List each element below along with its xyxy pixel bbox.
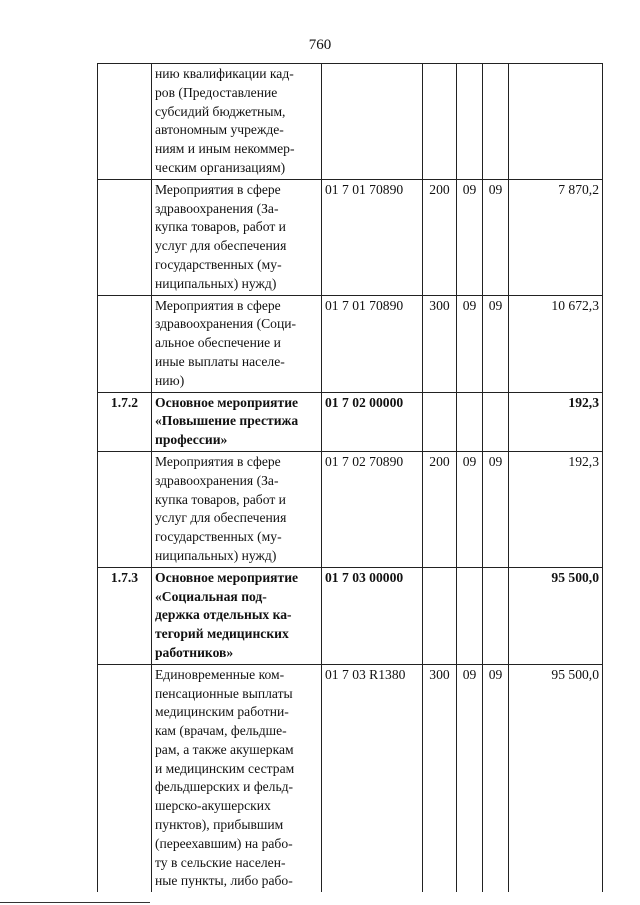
- row-number: [98, 179, 152, 295]
- row-pr: 09: [483, 179, 509, 295]
- table-row: [98, 664, 603, 892]
- name-line: автономным учрежде-: [155, 122, 284, 138]
- row-vr: 300: [423, 664, 457, 892]
- name-line: работников»: [155, 644, 234, 660]
- name-line: держка отдельных ка-: [155, 607, 292, 623]
- row-rz: 09: [457, 451, 483, 567]
- row-name: [152, 392, 322, 451]
- name-line: Мероприятия в сфере: [155, 181, 281, 197]
- name-line: иные выплаты населе-: [155, 353, 285, 369]
- row-vr: 300: [423, 295, 457, 392]
- table-row: [98, 295, 603, 392]
- row-vr: 200: [423, 451, 457, 567]
- page-number: 760: [308, 37, 332, 53]
- row-vr: [423, 392, 457, 451]
- row-pr: [483, 567, 509, 664]
- name-line: Мероприятия в сфере: [155, 297, 281, 313]
- row-number: [98, 295, 152, 392]
- name-line: Единовременные ком-: [155, 666, 285, 682]
- name-line: государственных (му-: [155, 256, 282, 272]
- row-sum: 7 870,2: [509, 179, 603, 295]
- row-sum: 95 500,0: [509, 567, 603, 664]
- row-pr: 09: [483, 451, 509, 567]
- row-name: [152, 451, 322, 567]
- row-rz: [457, 64, 483, 180]
- name-line: ту в сельские населен-: [155, 854, 286, 870]
- name-line: профессии»: [155, 432, 228, 448]
- name-line: ниципальных) нужд): [155, 547, 277, 563]
- name-line: услуг для обеспечения: [155, 238, 287, 254]
- row-name: [152, 664, 322, 892]
- name-line: здравоохранения (Соци-: [155, 316, 297, 332]
- row-name: [152, 179, 322, 295]
- row-csr: 01 7 02 70890: [322, 451, 423, 567]
- table-row: [98, 451, 603, 567]
- name-line: ниям и иным некоммер-: [155, 141, 295, 157]
- row-rz: 09: [457, 664, 483, 892]
- name-line: ров (Предоставление: [155, 84, 278, 100]
- name-line: государственных (му-: [155, 529, 282, 545]
- row-sum: 192,3: [509, 392, 603, 451]
- name-line: ческим организациям): [155, 159, 286, 175]
- row-csr: 01 7 01 70890: [322, 295, 423, 392]
- row-csr: [322, 64, 423, 180]
- name-line: Мероприятия в сфере: [155, 453, 281, 469]
- row-name: [152, 567, 322, 664]
- row-sum: [509, 64, 603, 180]
- row-pr: [483, 64, 509, 180]
- name-line: фельдшерских и фельд-: [155, 779, 294, 795]
- name-line: субсидий бюджетным,: [155, 103, 286, 119]
- row-pr: 09: [483, 664, 509, 892]
- table-row-main-activity: [98, 567, 603, 664]
- table-row-main-activity: [98, 392, 603, 451]
- row-number: [98, 664, 152, 892]
- name-line: нию квалификации кад-: [155, 66, 294, 81]
- table-row: [98, 64, 603, 180]
- row-csr: 01 7 01 70890: [322, 179, 423, 295]
- name-line: услуг для обеспечения: [155, 510, 287, 526]
- row-name: [152, 64, 322, 180]
- name-line: кам (врачам, фельдше-: [155, 723, 287, 739]
- row-rz: 09: [457, 179, 483, 295]
- row-number: [98, 64, 152, 180]
- row-number: [98, 451, 152, 567]
- row-pr: [483, 392, 509, 451]
- name-line: ниципальных) нужд): [155, 275, 277, 291]
- name-line: Основное мероприятие: [155, 394, 299, 410]
- row-csr: 01 7 03 00000: [322, 567, 423, 664]
- name-line: здравоохранения (За-: [155, 472, 279, 488]
- row-number: 1.7.2: [98, 392, 152, 451]
- name-line: Основное мероприятие: [155, 569, 299, 585]
- name-line: рам, а также акушеркам: [155, 741, 294, 757]
- name-line: пенсационные выплаты: [155, 685, 293, 701]
- name-line: ные пункты, либо рабо-: [155, 873, 293, 889]
- row-sum: 10 672,3: [509, 295, 603, 392]
- name-line: здравоохранения (За-: [155, 200, 279, 216]
- name-line: нию): [155, 372, 185, 388]
- row-name: [152, 295, 322, 392]
- name-line: медицинским работни-: [155, 704, 289, 720]
- table-row: [98, 179, 603, 295]
- name-line: «Социальная под-: [155, 588, 267, 604]
- row-rz: 09: [457, 295, 483, 392]
- name-line: купка товаров, работ и: [155, 219, 286, 235]
- name-line: тегорий медицинских: [155, 626, 289, 642]
- row-pr: 09: [483, 295, 509, 392]
- row-vr: 200: [423, 179, 457, 295]
- row-csr: 01 7 03 R1380: [322, 664, 423, 892]
- name-line: (переехавшим) на рабо-: [155, 835, 293, 851]
- row-csr: 01 7 02 00000: [322, 392, 423, 451]
- name-line: шерско-акушерских: [155, 798, 271, 814]
- name-line: пунктов), прибывшим: [155, 817, 284, 833]
- footnote-divider: [0, 902, 150, 903]
- name-line: «Повышение престижа: [155, 413, 299, 429]
- budget-table: [97, 63, 603, 892]
- row-vr: [423, 567, 457, 664]
- row-rz: [457, 392, 483, 451]
- row-sum: 192,3: [509, 451, 603, 567]
- row-rz: [457, 567, 483, 664]
- row-vr: [423, 64, 457, 180]
- name-line: альное обеспечение и: [155, 335, 281, 351]
- name-line: купка товаров, работ и: [155, 491, 286, 507]
- row-sum: 95 500,0: [509, 664, 603, 892]
- row-number: 1.7.3: [98, 567, 152, 664]
- name-line: и медицинским сестрам: [155, 760, 295, 776]
